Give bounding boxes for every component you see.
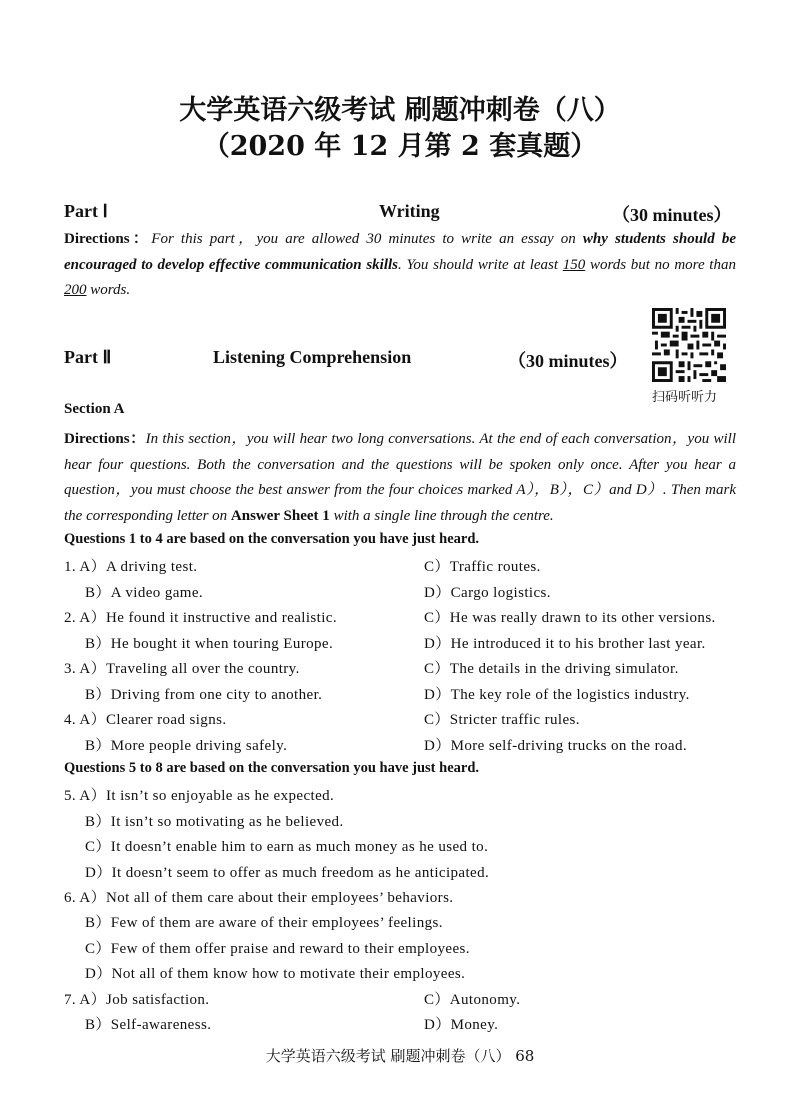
- option-a[interactable]: 7. A）Job satisfaction.: [64, 992, 210, 1008]
- directions-text: with a single line through the centre.: [329, 507, 554, 524]
- directions-text: . You should write at least: [398, 256, 563, 273]
- section-a-heading: Section A: [64, 401, 125, 417]
- option-d[interactable]: D）Money.: [424, 1017, 499, 1033]
- paper-subtitle: （2020 年 12 月第 2 套真题）: [202, 131, 598, 162]
- essay-topic: why students should be encouraged to develop effective communication skills: [64, 231, 736, 273]
- option-c[interactable]: C）The details in the driving simulator.: [424, 661, 679, 677]
- option-c[interactable]: C）He was really drawn to its other versions.: [424, 610, 716, 626]
- page-footer: 大学英语六级考试 刷题冲刺卷（八） 68: [265, 1047, 535, 1065]
- part1-name: Writing: [379, 201, 440, 221]
- part1-label: Part Ⅰ: [64, 201, 108, 221]
- min-words: 150: [562, 256, 586, 273]
- directions-label: Directions：: [64, 431, 146, 447]
- option-a[interactable]: 1. A）A driving test.: [64, 559, 198, 575]
- option-a[interactable]: 2. A）He found it instructive and realistic.: [64, 610, 337, 626]
- part2-directions: [64, 427, 736, 529]
- option-c[interactable]: C）Few of them offer praise and reward to their employees.: [85, 941, 470, 957]
- option-c[interactable]: C）Stricter traffic rules.: [424, 712, 580, 728]
- option-c[interactable]: C）Traffic routes.: [424, 559, 541, 575]
- max-words: 200: [64, 282, 87, 298]
- part1-time: （30 minutes）: [612, 205, 732, 225]
- part1-directions: [64, 227, 736, 304]
- directions-text: words.: [86, 282, 131, 298]
- question-group-heading: Questions 5 to 8 are based on the conversation you have just heard.: [64, 760, 480, 776]
- option-b[interactable]: B）Few of them are aware of their employees’ feelings.: [85, 915, 443, 931]
- option-d[interactable]: D）Cargo logistics.: [424, 585, 551, 601]
- option-c[interactable]: C）It doesn’t enable him to earn as much money as he used to.: [85, 839, 489, 855]
- part2-time: （30 minutes）: [508, 351, 628, 371]
- answer-sheet: Answer Sheet 1: [230, 507, 330, 524]
- option-b[interactable]: B）More people driving safely.: [85, 738, 288, 754]
- option-a[interactable]: 4. A）Clearer road signs.: [64, 712, 227, 728]
- option-d[interactable]: D）Not all of them know how to motivate their employees.: [85, 966, 466, 982]
- option-d[interactable]: D）More self-driving trucks on the road.: [424, 738, 688, 754]
- option-a[interactable]: 5. A）It isn’t so enjoyable as he expected.: [64, 788, 335, 804]
- option-a[interactable]: 6. A）Not all of them care about their employees’ behaviors.: [64, 890, 454, 906]
- directions-text: In this section，you will hear two long conversations. At the end of each conversation，you will hear four questions. Both the conversation and the questions will be spoken only once. After you hear a question，you must choose the best answer from the four choices marked A），B），C）and D）. Then mark the corresponding letter on: [64, 431, 737, 524]
- option-b[interactable]: B）He bought it when touring Europe.: [85, 636, 334, 652]
- part2-label: Part Ⅱ: [64, 347, 112, 367]
- option-c[interactable]: C）Autonomy.: [424, 992, 521, 1008]
- option-b[interactable]: B）A video game.: [85, 585, 204, 601]
- option-d[interactable]: D）It doesn’t seem to offer as much freedom as he anticipated.: [85, 865, 490, 881]
- paper-title: 大学英语六级考试 刷题冲刺卷（八）: [179, 95, 621, 126]
- question-group-heading: Questions 1 to 4 are based on the conversation you have just heard.: [64, 531, 480, 547]
- option-b[interactable]: B）Self-awareness.: [85, 1017, 212, 1033]
- option-d[interactable]: D）He introduced it to his brother last year.: [424, 636, 706, 652]
- option-a[interactable]: 3. A）Traveling all over the country.: [64, 661, 300, 677]
- option-b[interactable]: B）It isn’t so motivating as he believed.: [85, 814, 344, 830]
- option-b[interactable]: B）Driving from one city to another.: [85, 687, 323, 703]
- directions-text: For this part，you are allowed 30 minutes to write an essay on: [151, 231, 583, 247]
- qr-caption: 扫码听听力: [652, 390, 718, 405]
- part2-name: Listening Comprehension: [213, 347, 412, 367]
- directions-label: Directions：: [64, 231, 152, 247]
- qr-code-icon[interactable]: [652, 308, 726, 382]
- option-d[interactable]: D）The key role of the logistics industry.: [424, 687, 690, 703]
- directions-text: words but no more than: [585, 256, 736, 273]
